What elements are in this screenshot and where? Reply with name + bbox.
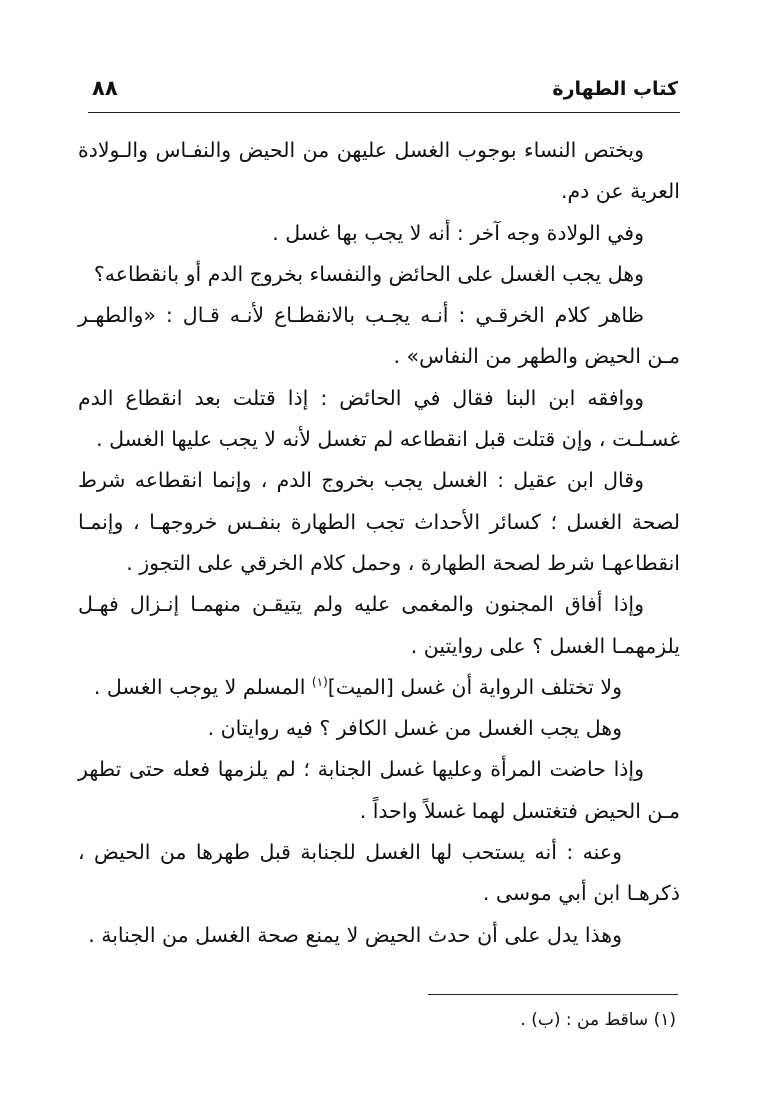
paragraph: ويختص النساء بوجوب الغسل عليهن من الحيض والنفـاس والـولادة العرية عن دم.	[78, 138, 680, 204]
paragraph-text-before: ولا تختلف الرواية أن غسل [الميت]	[327, 674, 622, 699]
footnote-reference: (١)	[311, 675, 328, 690]
paragraph: ووافقه ابن البنا فقال في الحائض : إذا قتلت بعد انقطاع الدم غسـلـت ، وإن قتلت قبل انقطاعه لم تغسل لأنه لا يجب عليها الغسل .	[78, 385, 680, 452]
footnote: (١) ساقط من : (ب) .	[520, 1010, 676, 1030]
page-header	[90, 74, 678, 108]
paragraph: وقال ابن عقيل : الغسل يجب بخروج الدم ، وإنما انقطاعه شرط لصحة الغسل ؛ كسائر الأحداث تجب الطهارة بنفـس خروجهـا ، وإنمـا انقطاعهـا شرط لصحة الطهارة ، وحمل كلام الخرقي على التجوز .	[78, 468, 680, 575]
header-divider	[88, 112, 680, 113]
paragraph: وإذا حاضت المرأة وعليها غسل الجنابة ؛ لم يلزمها فعله حتى تطهر مـن الحيض فتغتسل لهما غسلاً واحداً .	[78, 757, 680, 823]
paragraph: وفي الولادة وجه آخر : أنه لا يجب بها غسل .	[272, 220, 644, 245]
paragraph: وهل يجب الغسل من غسل الكافر ؟ فيه روايتان .	[207, 716, 622, 741]
paragraph: وإذا أفاق المجنون والمغمى عليه ولم يتيقـن منهمـا إنـزال فهـل يلزمهمـا الغسل ؟ على روايتين .	[78, 592, 680, 658]
book-title: كتاب الطهارة	[552, 78, 678, 100]
paragraph: ظاهر كلام الخرقـي : أنـه يجـب بالانقطـاع لأنـه قـال : «والطهـر مـن الحيض والطهر من النفاس» .	[78, 303, 680, 369]
page-number: ٨٨	[92, 76, 118, 100]
paragraph: وعنه : أنه يستحب لها الغسل للجنابة قبل طهرها من الحيض ، ذكرهـا ابن أبي موسى .	[78, 840, 680, 906]
main-text	[78, 130, 680, 956]
paragraph: وهذا يدل على أن حدث الحيض لا يمنع صحة الغسل من الجنابة .	[88, 922, 622, 947]
footnote-divider	[428, 994, 678, 995]
paragraph-with-footnote	[78, 667, 680, 708]
paragraph: وهل يجب الغسل على الحائض والنفساء بخروج الدم أو بانقطاعه؟	[93, 261, 644, 286]
paragraph-text-after: المسلم لا يوجب الغسل .	[93, 674, 312, 699]
